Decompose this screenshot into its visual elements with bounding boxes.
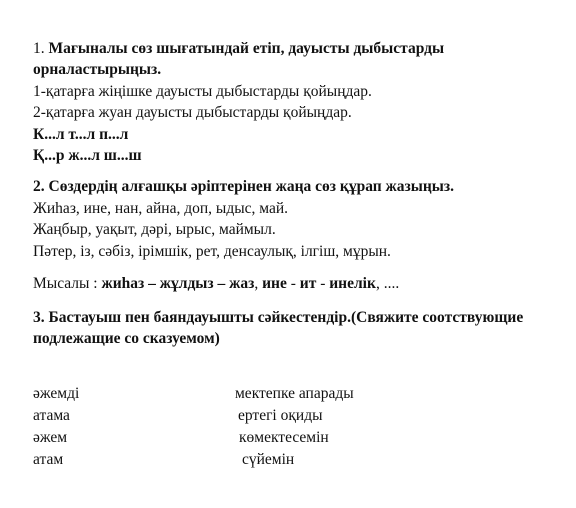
task2-title: 2. Сөздердің алғашқы әріптерінен жаңа сөз құрап жазыңыз. — [33, 178, 455, 195]
example-word-4: ине — [262, 275, 287, 292]
task1-instruction-2: 2-қатарға жуан дауысты дыбыстарды қойыңдар. — [33, 104, 352, 121]
example-word-1: жиһаз — [101, 275, 145, 292]
predicate-item: көмектесемін — [239, 429, 329, 446]
task3-title-line1: 3. Бастауыш пен баяндауышты сәйкестендір.(Свяжите соотствующие — [33, 309, 524, 326]
task1-number: 1. — [33, 40, 45, 57]
example-sep-2: – — [213, 275, 230, 292]
predicate-item: сүйемін — [242, 451, 295, 468]
task1-row-1: К...л т...л п...л — [33, 126, 129, 143]
example-word-6: инелік — [329, 275, 376, 292]
task1-title-text: Мағыналы сөз шығатындай етіп, дауысты дыбыстарды — [48, 40, 445, 57]
example-word-3: жаз — [229, 275, 255, 292]
task1-title-line1 — [33, 39, 444, 59]
task3-title-line2: подлежащие со сказуемом) — [33, 330, 220, 347]
task2-words-1: Жиһаз, ине, нан, айна, доп, ыдыс, май. — [33, 200, 289, 217]
task2-words-3: Пәтер, із, сәбіз, ірімшік, рет, денсаулық, ілгіш, мұрын. — [33, 243, 391, 260]
example-sep-3: , — [254, 275, 263, 292]
task1-instruction-1: 1-қатарға жіңішке дауысты дыбыстарды қойыңдар. — [33, 83, 372, 100]
example-prefix: Мысалы : — [33, 275, 102, 292]
predicate-item: ертегі оқиды — [238, 407, 323, 424]
task1-row-2: Қ...р ж...л ш...ш — [33, 147, 142, 164]
predicate-item: мектепке апарады — [235, 385, 354, 402]
subject-item: әжемді — [33, 385, 80, 402]
example-sep-4: - — [286, 275, 300, 292]
example-word-5: ит — [299, 275, 317, 292]
example-sep-1: – — [144, 275, 160, 292]
subject-item: атама — [33, 407, 70, 424]
task1-title-line2: орналастырыңыз. — [33, 61, 162, 78]
example-suffix: , .... — [375, 275, 400, 292]
example-word-2: жұлдыз — [159, 275, 214, 292]
subject-item: әжем — [33, 429, 68, 446]
task2-words-2: Жаңбыр, уақыт, дәрі, ырыс, маймыл. — [33, 221, 276, 238]
task2-example — [33, 274, 399, 294]
example-sep-5: - — [316, 275, 330, 292]
subject-item: атам — [33, 451, 64, 468]
